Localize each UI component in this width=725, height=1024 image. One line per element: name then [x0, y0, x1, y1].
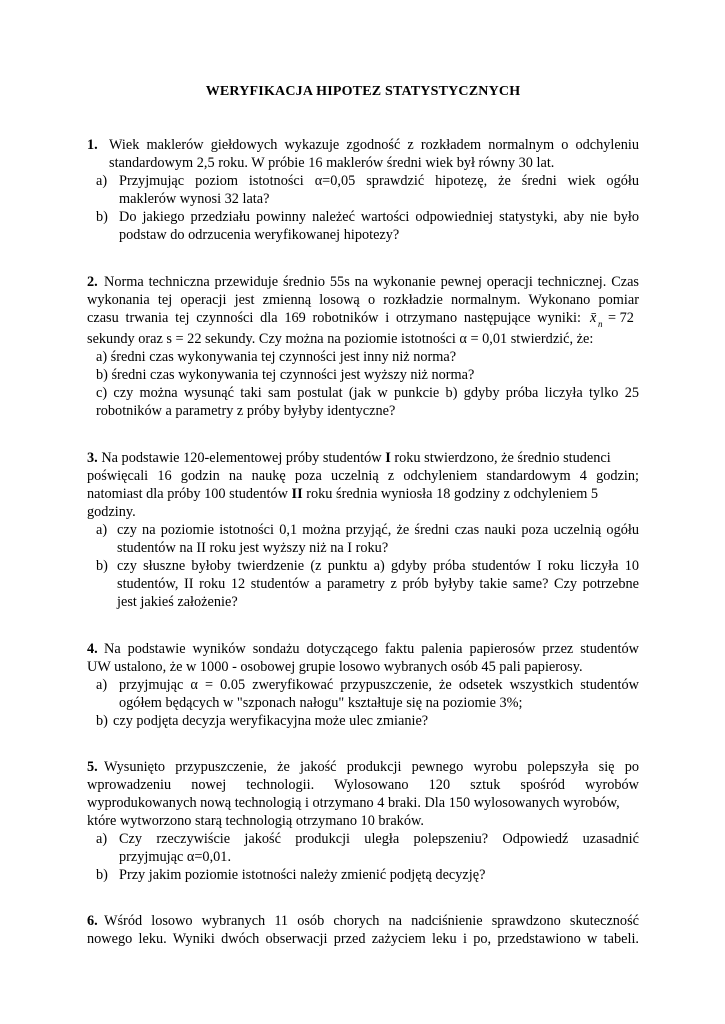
problem-number: 6.	[87, 913, 98, 929]
problem-text: Wiek maklerów giełdowych wykazuje zgodność z rozkładem normalnym o odchyleniu	[109, 137, 639, 153]
year-marker: II	[291, 486, 303, 502]
item-text: b) średni czas wykonywania tej czynności jest wyższy niż norma?	[96, 367, 475, 383]
item-text: maklerów wynosi 32 lata?	[119, 191, 270, 207]
item-text: Do jakiego przedziału powinny należeć wartości odpowiedniej statystyki, aby nie było	[119, 209, 639, 225]
item-label: a)	[96, 677, 108, 693]
problem-text: standardowym 2,5 roku. W próbie 16 maklerów średni wiek był równy 30 lat.	[109, 155, 555, 171]
problem-text: natomiast dla próby 100 studentów	[87, 486, 288, 502]
item-text: czy słuszne byłoby twierdzenie (z punktu a) gdyby próba studentów I roku liczyła 10	[117, 558, 639, 574]
item-text: Czy rzeczywiście jakość produkcji uległa polepszeniu? Odpowiedź uzasadnić	[119, 831, 639, 847]
problem-text: poświęcali 16 godzin na naukę poza uczelnią z odchyleniem standardowym 4 godzin;	[87, 468, 639, 484]
item-text: studentów na II roku jest wyższy niż na I roku?	[117, 540, 389, 556]
problem-number: 4.	[87, 641, 98, 657]
problem-text: wyprodukowanych nową technologią i otrzymano 4 braki. Dla 150 wylosowanych wyrobów,	[87, 795, 620, 811]
sample-mean-symbol: x̄	[590, 310, 597, 326]
problem-text: Norma techniczna przewiduje średnio 55s na wykonanie pewnej operacji technicznej. Czas	[104, 274, 639, 290]
item-text: studentów, II roku 12 studentów a parametry z prób byłyby takie same? Czy potrzebne	[117, 576, 639, 592]
item-text: przyjmując α = 0.05 zweryfikować przypuszczenie, że odsetek wszystkich studentów	[119, 677, 639, 693]
item-label: b)	[96, 209, 108, 225]
problem-text: UW ustalono, że w 1000 - osobowej grupie losowo wybranych osób 45 pali papierosy.	[87, 659, 583, 675]
problem-text: godziny.	[87, 504, 136, 520]
problem-text: nowego leku. Wyniki dwóch obserwacji przed zażyciem leku i po, przedstawiono w tabeli.	[87, 931, 639, 947]
problem-text: wprowadzeniu nowej technologii. Wylosowano 120 sztuk spośród wyrobów	[87, 777, 639, 793]
problem-text: sekundy oraz s = 22 sekundy. Czy można na poziomie istotności α = 0,01 stwierdzić, że:	[87, 331, 594, 347]
item-label: a)	[96, 173, 108, 189]
item-text: czy na poziomie istotności 0,1 można przyjąć, że średni czas nauki poza uczelnią ogółu	[117, 522, 639, 538]
problem-number: 2.	[87, 274, 98, 290]
item-text: jest jakieś założenie?	[117, 594, 238, 610]
item-label: b)	[96, 713, 108, 729]
item-text: podstaw do odrzucenia weryfikowanej hipotezy?	[119, 227, 400, 243]
item-text: a) średni czas wykonywania tej czynności jest inny niż norma?	[96, 349, 457, 365]
problem-text: wykonania tej operacji jest zmienną losową o rozkładzie normalnym. Wykonano pomiar	[87, 292, 639, 308]
item-label: b)	[96, 867, 108, 883]
item-label: a)	[96, 831, 108, 847]
problem-text: Wysunięto przypuszczenie, że jakość produkcji pewnego wyrobu polepszyła się po	[104, 759, 639, 775]
year-marker: I	[385, 450, 391, 466]
problem-text: roku stwierdzono, że średnio studenci	[394, 450, 611, 466]
problem-text: czasu trwania tej czynności dla 169 robotników i otrzymano następujące wyniki:	[87, 310, 581, 326]
problem-number: 1.	[87, 137, 98, 153]
item-text: przyjmując α=0,01.	[119, 849, 232, 865]
problem-text: Na podstawie wyników sondażu dotyczącego faktu palenia papierosów przez studentów	[104, 641, 639, 657]
sample-mean-value: = 72	[608, 310, 634, 326]
problem-text: Na podstawie 120-elementowej próby studentów	[101, 450, 382, 466]
item-text: Przy jakim poziomie istotności należy zmienić podjętą decyzję?	[119, 867, 486, 883]
problem-text: Wśród losowo wybranych 11 osób chorych na nadciśnienie sprawdzono skuteczność	[104, 913, 639, 929]
item-text: ogółem będących w "szponach nałogu" kształtuje się na poziomie 3%;	[119, 695, 523, 711]
sample-mean-subscript: n	[598, 319, 603, 329]
problem-text: roku średnia wyniosła 18 godziny z odchyleniem 5	[306, 486, 599, 502]
problem-text: które wytworzono starą technologią otrzymano 10 braków.	[87, 813, 424, 829]
item-text: robotników a parametry z próby byłyby identyczne?	[96, 403, 396, 419]
problem-number: 3.	[87, 450, 98, 466]
page-title: WERYFIKACJA HIPOTEZ STATYSTYCZNYCH	[205, 84, 521, 99]
problem-number: 5.	[87, 759, 98, 775]
item-text: Przyjmując poziom istotności α=0,05 sprawdzić hipotezę, że średni wiek ogółu	[119, 173, 639, 189]
item-text: c) czy można wysunąć taki sam postulat (jak w punkcie b) gdyby próba liczyła tylko 25	[96, 385, 639, 401]
item-label: b)	[96, 558, 108, 574]
item-label: a)	[96, 522, 108, 538]
item-text: czy podjęta decyzja weryfikacyjna może ulec zmianie?	[113, 713, 429, 729]
